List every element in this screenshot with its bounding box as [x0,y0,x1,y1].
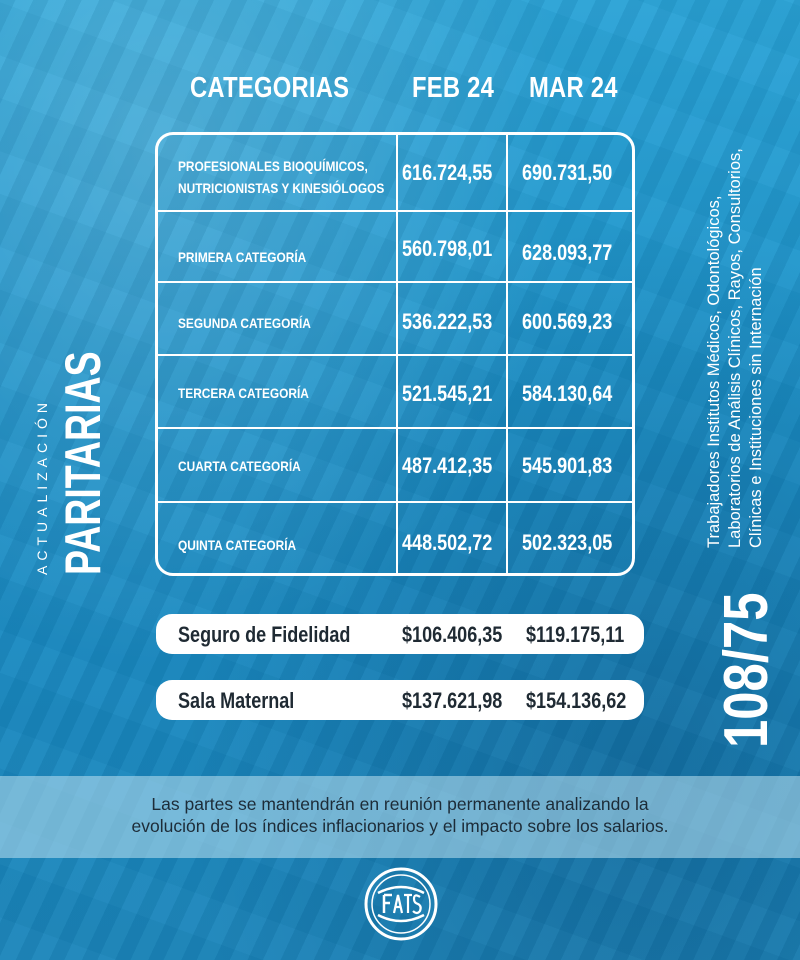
extra-mar: $119.175,11 [526,622,625,647]
side-label-big-text: PARITARIAS [55,351,111,575]
table-cell-mar: 502.323,05 [522,530,613,555]
row-divider [158,354,632,356]
salary-table [155,132,635,576]
table-cell-feb: 521.545,21 [402,381,493,406]
agreement-description [704,48,767,548]
footer-note-line: Las partes se mantendrán en reunión permanente analizando la [151,794,649,814]
table-cell-feb: 487.412,35 [402,453,493,478]
row-divider [158,281,632,283]
agreement-number [711,558,782,748]
table-row-label: CUARTA CATEGORÍA [178,458,301,474]
table-row-label: QUINTA CATEGORÍA [178,537,297,553]
table-cell-mar: 628.093,77 [522,240,613,265]
row-divider [158,427,632,429]
table-cell-feb: 448.502,72 [402,530,493,555]
table-row-label: PRIMERA CATEGORÍA [178,249,307,265]
table-cell-feb: 616.724,55 [402,160,493,185]
extra-row-seguro [156,614,644,654]
table-cell-mar: 690.731,50 [522,160,613,185]
row-divider [158,210,632,212]
extra-feb: $137.621,98 [402,688,503,713]
row-divider [158,501,632,503]
extra-mar: $154.136,62 [526,688,627,713]
agreement-number-text: 108/75 [712,592,781,748]
row-label-line: NUTRICIONISTAS Y KINESIÓLOGOS [178,180,385,196]
extra-feb: $106.406,35 [402,622,503,647]
footer-note [0,776,800,837]
table-cell-mar: 545.901,83 [522,453,613,478]
side-label-small: ACTUALIZACIÓN [34,397,50,575]
table-row-label [178,155,384,199]
table-cell-mar: 600.569,23 [522,309,613,334]
table-row-label: TERCERA CATEGORÍA [178,385,309,401]
header-feb: FEB 24 [412,72,495,104]
footer-note-line: evolución de los índices inflacionarios y el impacto sobre los salarios. [131,816,669,836]
side-label-paritarias [54,277,112,575]
extra-label: Seguro de Fidelidad [178,622,351,647]
table-row-label: SEGUNDA CATEGORÍA [178,315,311,331]
extra-label: Sala Maternal [178,688,295,713]
description-line: Laboratorios de Análisis Clínicos, Rayos, Consultorios, [726,148,744,548]
header-categories: CATEGORIAS [190,72,350,104]
description-line: Trabajadores Institutos Médicos, Odontológicos, [705,195,723,548]
row-label-line: PROFESIONALES BIOQUÍMICOS, [178,158,368,174]
table-cell-mar: 584.130,64 [522,381,613,406]
table-cell-feb: 536.222,53 [402,309,493,334]
extra-row-sala [156,680,644,720]
description-line: Clínicas e Instituciones sin Internación [747,267,765,548]
footer-note-band [0,776,800,858]
header-mar: MAR 24 [529,72,618,104]
table-cell-feb: 560.798,01 [402,236,493,261]
fatsa-logo-icon [362,865,440,943]
